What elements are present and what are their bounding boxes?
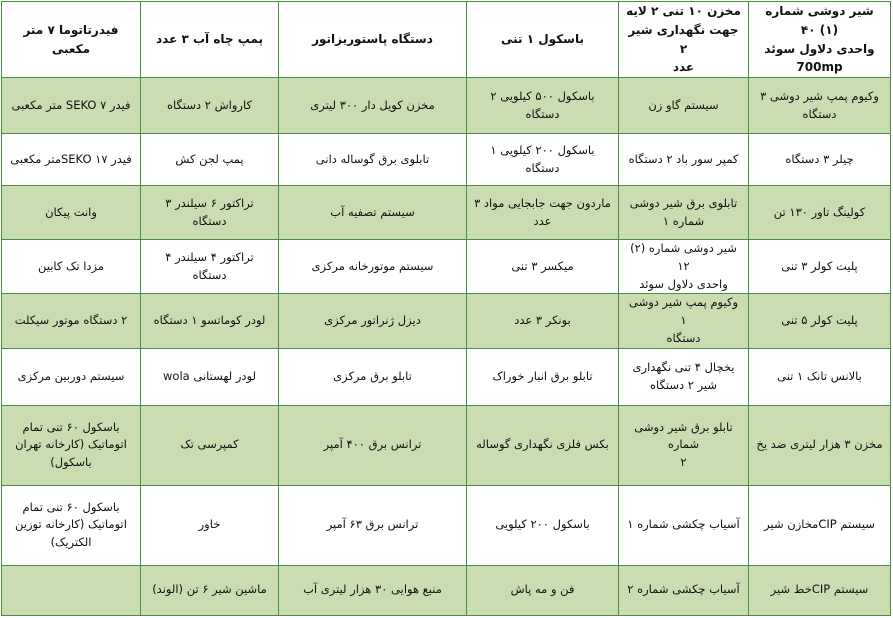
table-cell [279, 78, 467, 134]
table-cell [749, 134, 891, 186]
table-cell [749, 240, 891, 294]
table-cell [467, 294, 619, 348]
cell-text: مزدا تک کابین [37, 258, 105, 273]
cell-text: تابلوی برق شیر دوشی شماره ۱ [629, 195, 738, 228]
table-cell [2, 405, 141, 485]
cell-text: فیدر SEKO ۱۷متر مکعبی [10, 151, 132, 166]
table-cell [2, 294, 141, 348]
cell-text: باسکول ۵۰۰ کیلویی ۲ دستگاه [490, 88, 595, 121]
table-cell [141, 134, 279, 186]
cell-text: پلیت کولر ۳ تنی [781, 258, 858, 273]
table-cell [619, 186, 749, 240]
table-row [2, 134, 891, 186]
table-cell [2, 240, 141, 294]
cell-text: کارواش ۲ دستگاه [167, 97, 252, 112]
cell-text: باسکول ۲۰۰ کیلویی ۱ دستگاه [490, 142, 595, 175]
table-cell [2, 134, 141, 186]
cell-text: خاور [198, 517, 221, 532]
table-cell [2, 485, 141, 565]
table-cell [279, 294, 467, 348]
cell-text: مخزن کویل دار ۳۰۰ لیتری [310, 97, 435, 112]
table-cell [2, 565, 141, 615]
table-header-row [2, 2, 891, 78]
table-cell [467, 240, 619, 294]
table-cell [467, 405, 619, 485]
cell-text: وانت پیکان [45, 204, 97, 219]
table-cell [467, 565, 619, 615]
table-row [2, 565, 891, 615]
table-cell [467, 186, 619, 240]
table-cell [619, 485, 749, 565]
cell-text: میکسر ۳ تنی [511, 258, 574, 273]
table-cell [2, 186, 141, 240]
table-cell [749, 565, 891, 615]
cell-text: سیستم موتورخانه مرکزی [311, 258, 434, 273]
cell-text: سیستم گاو زن [648, 97, 719, 112]
cell-text: آسیاب چکشی شماره ۲ [627, 582, 740, 597]
cell-text: شیر دوشی شماره (۲) ۱۲ واحدی دلاول سوئد [630, 241, 737, 291]
cell-text: فیدر SEKO ۷ متر مکعبی [11, 97, 131, 112]
cell-text: سیستم CIPخط شیر [770, 582, 869, 597]
table-cell [619, 240, 749, 294]
table-cell [279, 565, 467, 615]
table-cell [749, 348, 891, 405]
cell-text: یخچال ۴ تنی نگهداری شیر ۲ دستگاه [632, 360, 735, 392]
table-cell [279, 240, 467, 294]
cell-text: مخزن ۳ هزار لیتری ضد یخ [756, 437, 883, 452]
cell-text: کولینگ تاور ۱۳۰ تن [773, 204, 866, 219]
table-cell [749, 485, 891, 565]
cell-text: تابلوی برق گوساله دانی [315, 151, 430, 166]
cell-text: وکیوم پمپ شیر دوشی ۳ دستگاه [760, 88, 879, 121]
cell-text: آسیاب چکشی شماره ۱ [627, 517, 740, 532]
table-cell [141, 240, 279, 294]
cell-text: تابلو برق انبار خوراک [492, 368, 593, 383]
table-cell [749, 186, 891, 240]
cell-text: باسکول ۶۰ تنی تمام اتوماتیک (کارخانه تهران باسکول) [15, 419, 127, 470]
cell-text: سیستم دوربین مرکزی [17, 368, 125, 383]
cell-text: بونکر ۳ عدد [514, 313, 571, 328]
table-cell [619, 294, 749, 348]
table-cell [279, 485, 467, 565]
table-cell [467, 348, 619, 405]
cell-text: باسکول ۶۰ تنی تمام اتوماتیک (کارخانه توزین الکتریک) [15, 499, 127, 550]
cell-text: لودر لهستانی wola [163, 368, 256, 383]
cell-text: سیستم CIPمخازن شیر [764, 517, 875, 532]
table-row [2, 294, 891, 348]
equipment-table [1, 1, 891, 616]
table-cell [279, 134, 467, 186]
cell-text: تابلو برق شیر دوشی شماره ۲ [634, 419, 733, 470]
header-cell: مخزن ۱۰ تنی ۲ لایه جهت نگهداری شیر ۲ عدد [619, 2, 749, 78]
cell-text: منبع هوایی ۳۰ هزار لیتری آب [303, 582, 442, 597]
table-cell [141, 485, 279, 565]
table-row [2, 186, 891, 240]
cell-text: ۲ دستگاه موتور سیکلت [14, 313, 128, 328]
cell-text: ترانس برق ۴۰۰ آمپر [323, 437, 422, 452]
cell-text: فن و مه پاش [510, 582, 575, 597]
table-cell [2, 348, 141, 405]
cell-text: وکیوم پمپ شیر دوشی ۱ دستگاه [628, 295, 738, 346]
table-cell [619, 78, 749, 134]
cell-text: پمپ لجن کش [175, 151, 244, 166]
table-cell [141, 78, 279, 134]
cell-text: سیستم تصفیه آب [330, 204, 415, 219]
table-row [2, 348, 891, 405]
cell-text: بکس فلزی نگهداری گوساله [476, 437, 609, 452]
table-cell [141, 348, 279, 405]
header-cell: دستگاه پاستوریزاتور [279, 2, 467, 78]
table-cell [619, 405, 749, 485]
table-cell [467, 134, 619, 186]
table-cell [619, 134, 749, 186]
cell-text: باسکول ۲۰۰ کیلویی [495, 517, 590, 532]
header-cell: فیدرتاتوما ۷ متر مکعبی [2, 2, 141, 78]
table-row [2, 240, 891, 294]
table-cell [279, 348, 467, 405]
table-cell [749, 294, 891, 348]
cell-text: کمپر سور باد ۲ دستگاه [628, 151, 739, 166]
table-row [2, 405, 891, 485]
table-cell [749, 78, 891, 134]
cell-text: تراکتور ۶ سیلندر ۳ دستگاه [165, 195, 254, 228]
table-cell [749, 405, 891, 485]
cell-text: تراکتور ۴ سیلندر ۴ دستگاه [165, 249, 254, 282]
cell-text: کمپرسی تک [180, 437, 239, 452]
table-row [2, 78, 891, 134]
table-body [2, 78, 891, 616]
cell-text: چیلر ۳ دستگاه [785, 151, 854, 166]
cell-text: ماردون جهت جابجایی مواد ۳ عدد [474, 195, 611, 228]
table-cell [141, 405, 279, 485]
cell-text: ماشین شیر ۶ تن (الوند) [152, 582, 267, 597]
table-cell [141, 565, 279, 615]
header-cell: شیر دوشی شماره (۱) ۴۰ واحدی دلاول سوئد 700mp [749, 2, 891, 78]
table-cell [279, 186, 467, 240]
cell-text: پلیت کولر ۵ تنی [781, 313, 858, 328]
cell-text: تابلو برق مرکزی [333, 368, 412, 383]
table-cell [279, 405, 467, 485]
table-cell [141, 294, 279, 348]
table-cell [619, 565, 749, 615]
table-cell [467, 485, 619, 565]
table-row [2, 485, 891, 565]
table-cell [141, 186, 279, 240]
cell-text: بالانس تانک ۱ تنی [777, 368, 862, 383]
table-cell [619, 348, 749, 405]
table-cell [467, 78, 619, 134]
header-cell: باسکول ۱ تنی [467, 2, 619, 78]
table-cell [2, 78, 141, 134]
cell-text: لودر کوماتسو ۱ دستگاه [153, 313, 266, 328]
cell-text: دیزل ژنراتور مرکزی [324, 313, 421, 328]
cell-text: ترانس برق ۶۳ آمپر [326, 517, 419, 532]
header-cell: پمپ چاه آب ۳ عدد [141, 2, 279, 78]
